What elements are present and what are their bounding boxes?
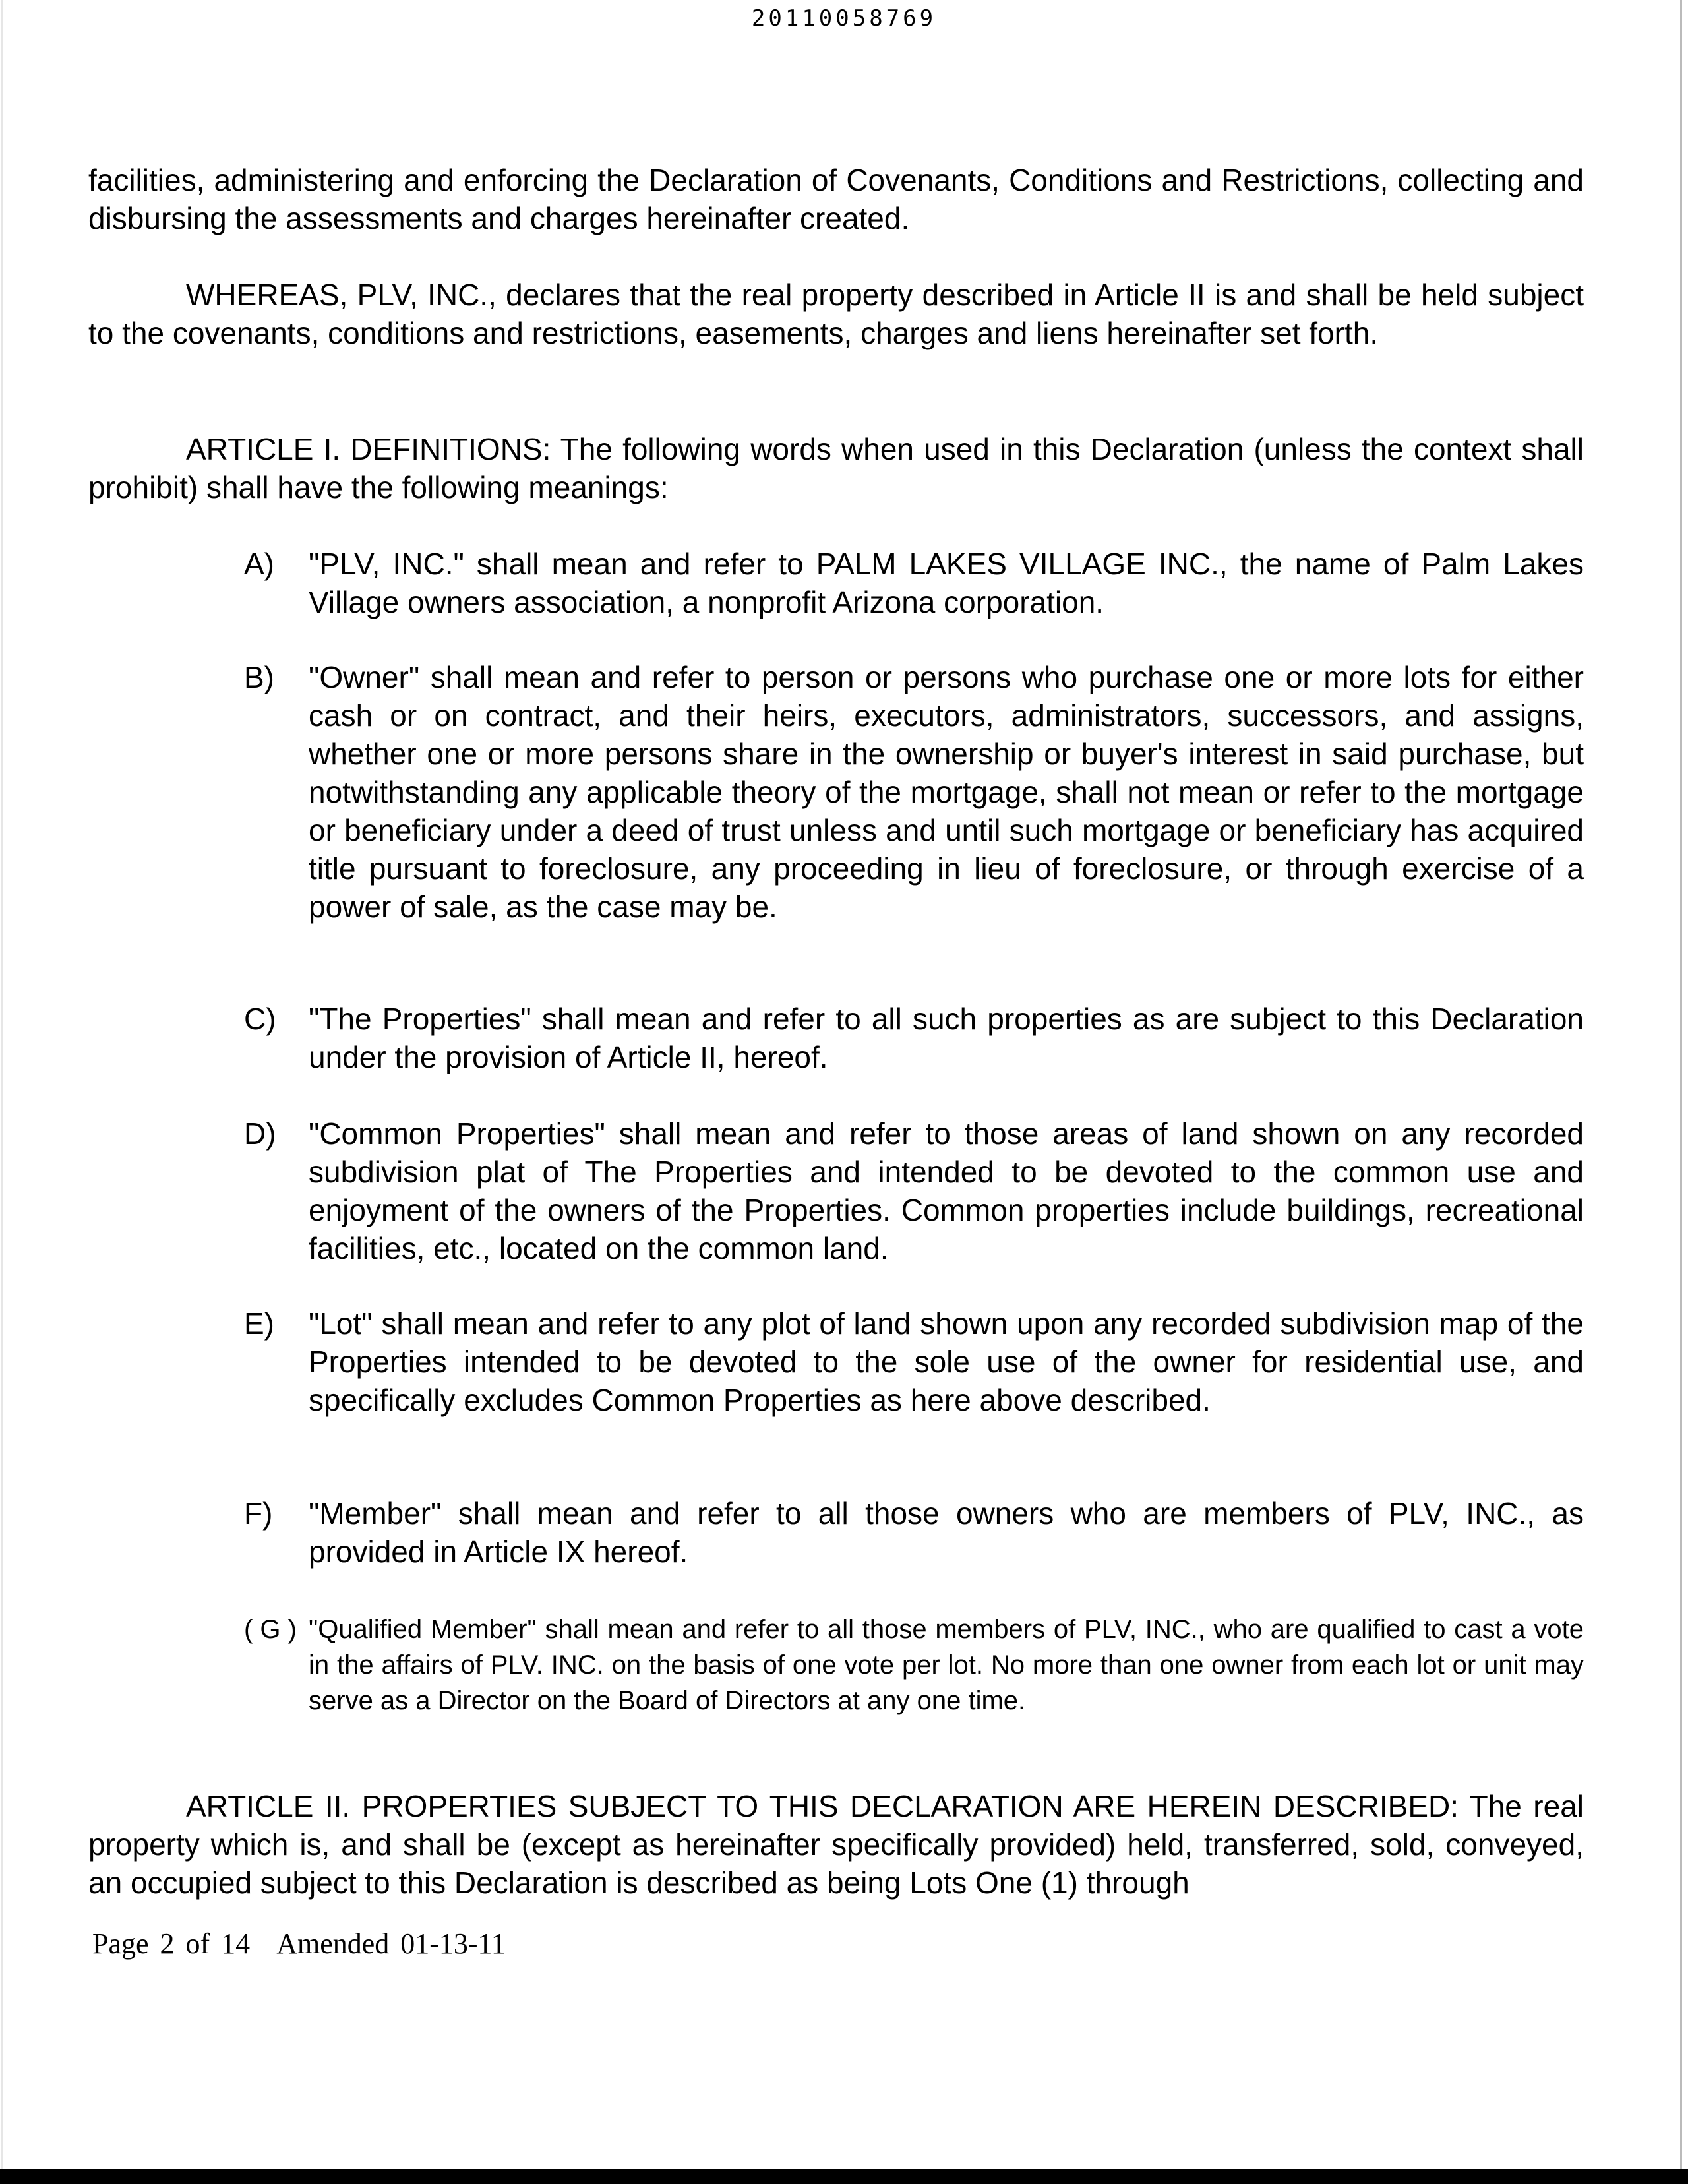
definition-letter: A)	[244, 547, 274, 581]
definition-letter: ( G )	[244, 1615, 297, 1644]
amended-date: Amended 01-13-11	[276, 1927, 506, 1960]
whereas-paragraph: WHEREAS, PLV, INC., declares that the real property described in Article II is and shall be held subject to the covenants, conditions and restrictions, easements, charges and liens hereinafter set forth.	[88, 278, 1584, 350]
definition-item-g	[244, 1612, 1584, 1718]
definition-letter: D)	[244, 1116, 276, 1151]
definition-text: "Lot" shall mean and refer to any plot of land shown upon any recorded subdivision map of the Properties intended to be devoted to the sole use of the owner for residential use, and specifically excludes Common Properties as here above described.	[309, 1306, 1584, 1417]
definition-text: "The Properties" shall mean and refer to all such properties as are subject to this Declaration under the provision of Article II, hereof.	[309, 1002, 1584, 1074]
scan-left-edge	[1, 0, 3, 2169]
definition-letter: B)	[244, 660, 274, 694]
scan-bottom-border	[0, 2169, 1688, 2184]
definition-item-f	[244, 1494, 1584, 1571]
definition-item-c	[244, 1000, 1584, 1076]
definition-item-e	[244, 1304, 1584, 1419]
article-2-heading-paragraph: ARTICLE II. PROPERTIES SUBJECT TO THIS DECLARATION ARE HEREIN DESCRIBED: The real property which is, and shall be (except as hereinafter specifically provided) held, transferred, sold, conveyed, an occupied subject to this Declaration is described as being Lots One (1) through	[88, 1789, 1584, 1900]
definition-letter: E)	[244, 1306, 274, 1341]
page-number: Page 2 of 14	[92, 1927, 251, 1960]
page-footer	[92, 1927, 506, 1960]
definition-item-d	[244, 1114, 1584, 1267]
intro-continuation-paragraph: facilities, administering and enforcing the Declaration of Covenants, Conditions and Restrictions, collecting and disbursing the assessments and charges hereinafter created.	[88, 163, 1584, 235]
definition-item-b	[244, 658, 1584, 926]
definition-letter: C)	[244, 1002, 276, 1036]
definition-text: "Owner" shall mean and refer to person or persons who purchase one or more lots for either cash or on contract, and their heirs, executors, administrators, successors, and assigns, whether one or more persons share in the ownership or buyer's interest in said purchase, but notwithstanding any applicable theory of the mortgage, shall not mean or refer to the mortgage or beneficiary under a deed of trust unless and until such mortgage or beneficiary has acquired title pursuant to foreclosure, any proceeding in lieu of foreclosure, or through exercise of a power of sale, as the case may be.	[309, 660, 1584, 924]
document-number: 20110058769	[751, 5, 937, 32]
definition-text: "PLV, INC." shall mean and refer to PALM LAKES VILLAGE INC., the name of Palm Lakes Village owners association, a nonprofit Arizona corporation.	[309, 547, 1584, 619]
definition-letter: F)	[244, 1496, 273, 1531]
definition-item-a	[244, 545, 1584, 621]
definition-text: "Common Properties" shall mean and refer to those areas of land shown on any recorded subdivision plat of The Properties and intended to be devoted to the common use and enjoyment of the owners of the Properties. Common properties include buildings, recreational facilities, etc., located on the common land.	[309, 1116, 1584, 1265]
scan-right-edge	[1680, 0, 1682, 2169]
definition-text: "Qualified Member" shall mean and refer to all those members of PLV, INC., who are qualified to cast a vote in the affairs of PLV. INC. on the basis of one vote per lot. No more than one owner from each lot or unit may serve as a Director on the Board of Directors at any one time.	[309, 1615, 1584, 1715]
definition-text: "Member" shall mean and refer to all those owners who are members of PLV, INC., as provided in Article IX hereof.	[309, 1496, 1584, 1569]
article-1-heading-paragraph: ARTICLE I. DEFINITIONS: The following words when used in this Declaration (unless the context shall prohibit) shall have the following meanings:	[88, 432, 1584, 504]
